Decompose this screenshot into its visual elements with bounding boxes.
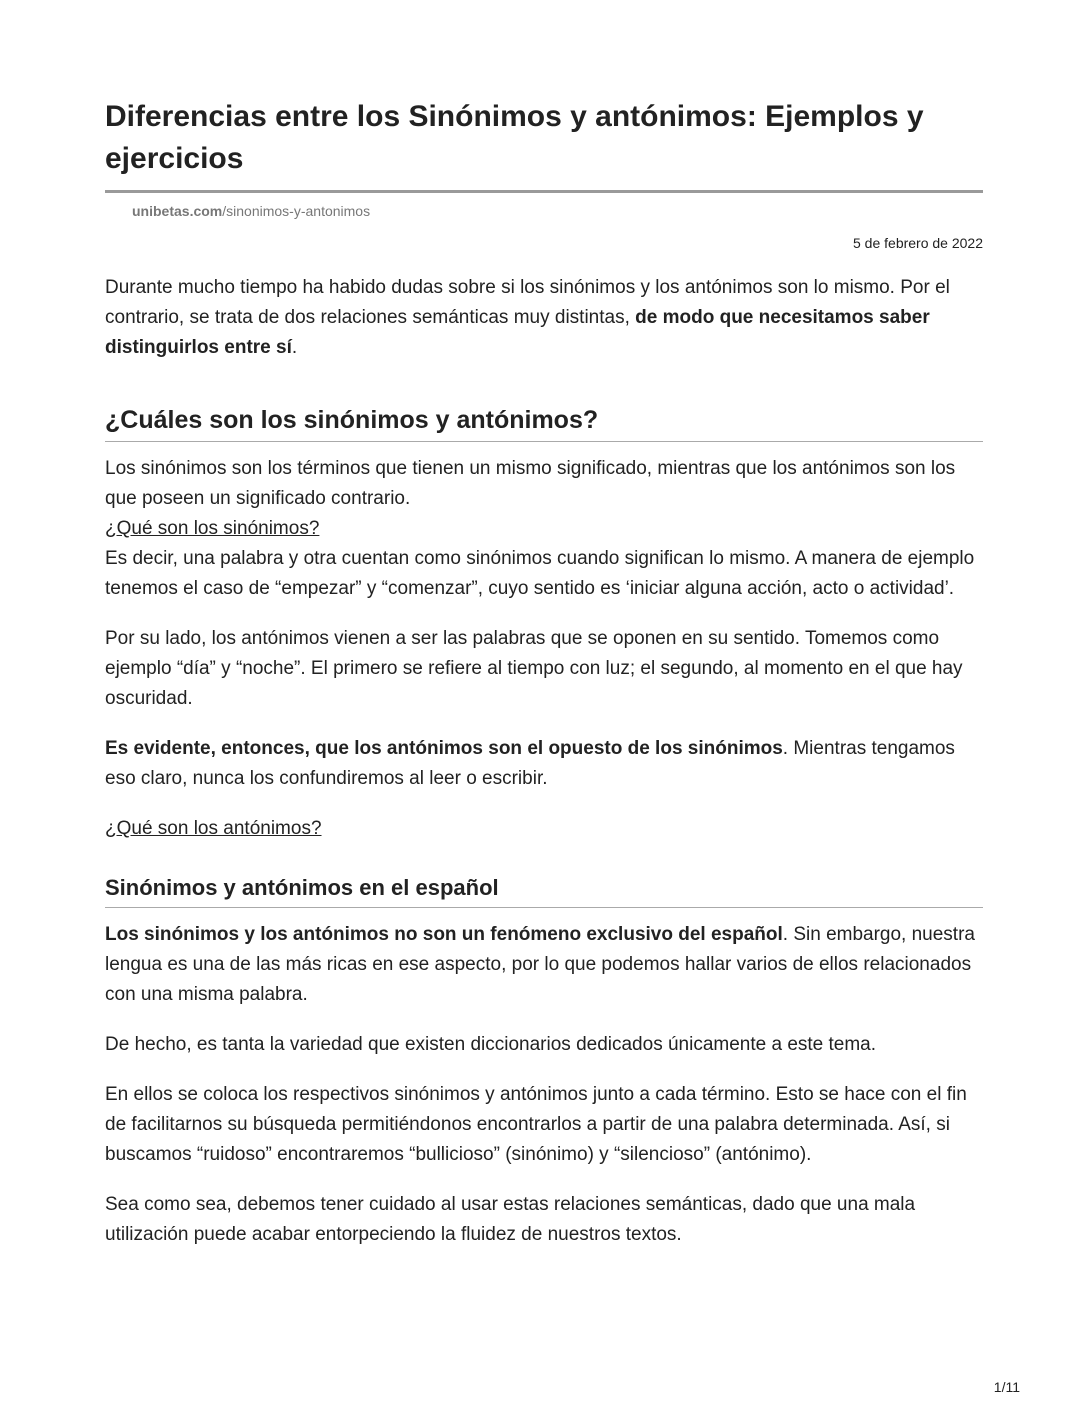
section1-p4-text: . Mientras tengamos eso claro, nunca los confundiremos al leer o escribir. bbox=[105, 738, 955, 789]
document-page bbox=[105, 96, 983, 1250]
section1-paragraph-3: Por su lado, los antónimos vienen a ser las palabras que se oponen en su sentido. Tomemos como ejemplo “día” y “noche”. El primero se refiere al tiempo con luz; el segundo, al momento en el que hay oscuridad. bbox=[105, 628, 963, 709]
section2-paragraph-4: Sea como sea, debemos tener cuidado al usar estas relaciones semánticas, dado que una mala utilización puede acabar entorpeciendo la fluidez de nuestros textos. bbox=[105, 1194, 916, 1245]
publish-date: 5 de febrero de 2022 bbox=[853, 235, 983, 251]
section1-paragraph-4 bbox=[105, 734, 983, 794]
intro-end: . bbox=[291, 337, 298, 358]
source-domain: unibetas.com bbox=[132, 203, 223, 219]
source-url[interactable] bbox=[132, 201, 983, 221]
link-que-son-sinonimos[interactable]: ¿Qué son los sinónimos? bbox=[105, 518, 320, 539]
article-title: Diferencias entre los Sinónimos y antónimos: Ejemplos y ejercicios bbox=[105, 96, 983, 193]
section-heading-espanol: Sinónimos y antónimos en el español bbox=[105, 872, 983, 908]
source-path: /sinonimos-y-antonimos bbox=[222, 203, 371, 219]
section2-paragraph-1 bbox=[105, 920, 983, 1010]
section2-p1-bold: Los sinónimos y los antónimos no son un fenómeno exclusivo del español bbox=[105, 924, 783, 945]
section2-paragraph-2: De hecho, es tanta la variedad que existen diccionarios dedicados únicamente a este tema. bbox=[105, 1034, 877, 1055]
section1-paragraph-1: Los sinónimos son los términos que tienen un mismo significado, mientras que los antónimos son los que poseen un significado contrario. bbox=[105, 458, 956, 509]
section2-p1-text: . Sin embargo, nuestra lengua es una de las más ricas en ese aspecto, por lo que podemos hallar varios de ellos relacionados con una misma palabra. bbox=[105, 924, 975, 1005]
section2-paragraph-3: En ellos se coloca los respectivos sinónimos y antónimos junto a cada término. Esto se hace con el fin de facilitarnos su búsqueda permitiéndonos encontrarlos a partir de una palabra determinada. Así, si buscamos “ruidoso” encontraremos “bullicioso” (sinónimo) y “silencioso” (antónimo). bbox=[105, 1084, 967, 1165]
intro-paragraph bbox=[105, 273, 983, 363]
section1-p4-bold: Es evidente, entonces, que los antónimos son el opuesto de los sinónimos bbox=[105, 738, 783, 759]
link-wrapper bbox=[105, 814, 983, 844]
page-number: 1/11 bbox=[993, 1379, 1020, 1395]
intro-text: Durante mucho tiempo ha habido dudas sobre si los sinónimos y los antónimos son lo mismo. Por el contrario, se trata de dos relaciones semánticas muy distintas, bbox=[105, 277, 950, 328]
section-heading-cuales: ¿Cuáles son los sinónimos y antónimos? bbox=[105, 403, 983, 442]
link-que-son-antonimos[interactable]: ¿Qué son los antónimos? bbox=[105, 818, 322, 839]
section1-paragraph-2: Es decir, una palabra y otra cuentan como sinónimos cuando significan lo mismo. A manera de ejemplo tenemos el caso de “empezar” y “comenzar”, cuyo sentido es ‘iniciar alguna acción, acto o actividad’. bbox=[105, 548, 975, 599]
intro-bold: de modo que necesitamos saber distinguirlos entre sí bbox=[105, 307, 930, 358]
